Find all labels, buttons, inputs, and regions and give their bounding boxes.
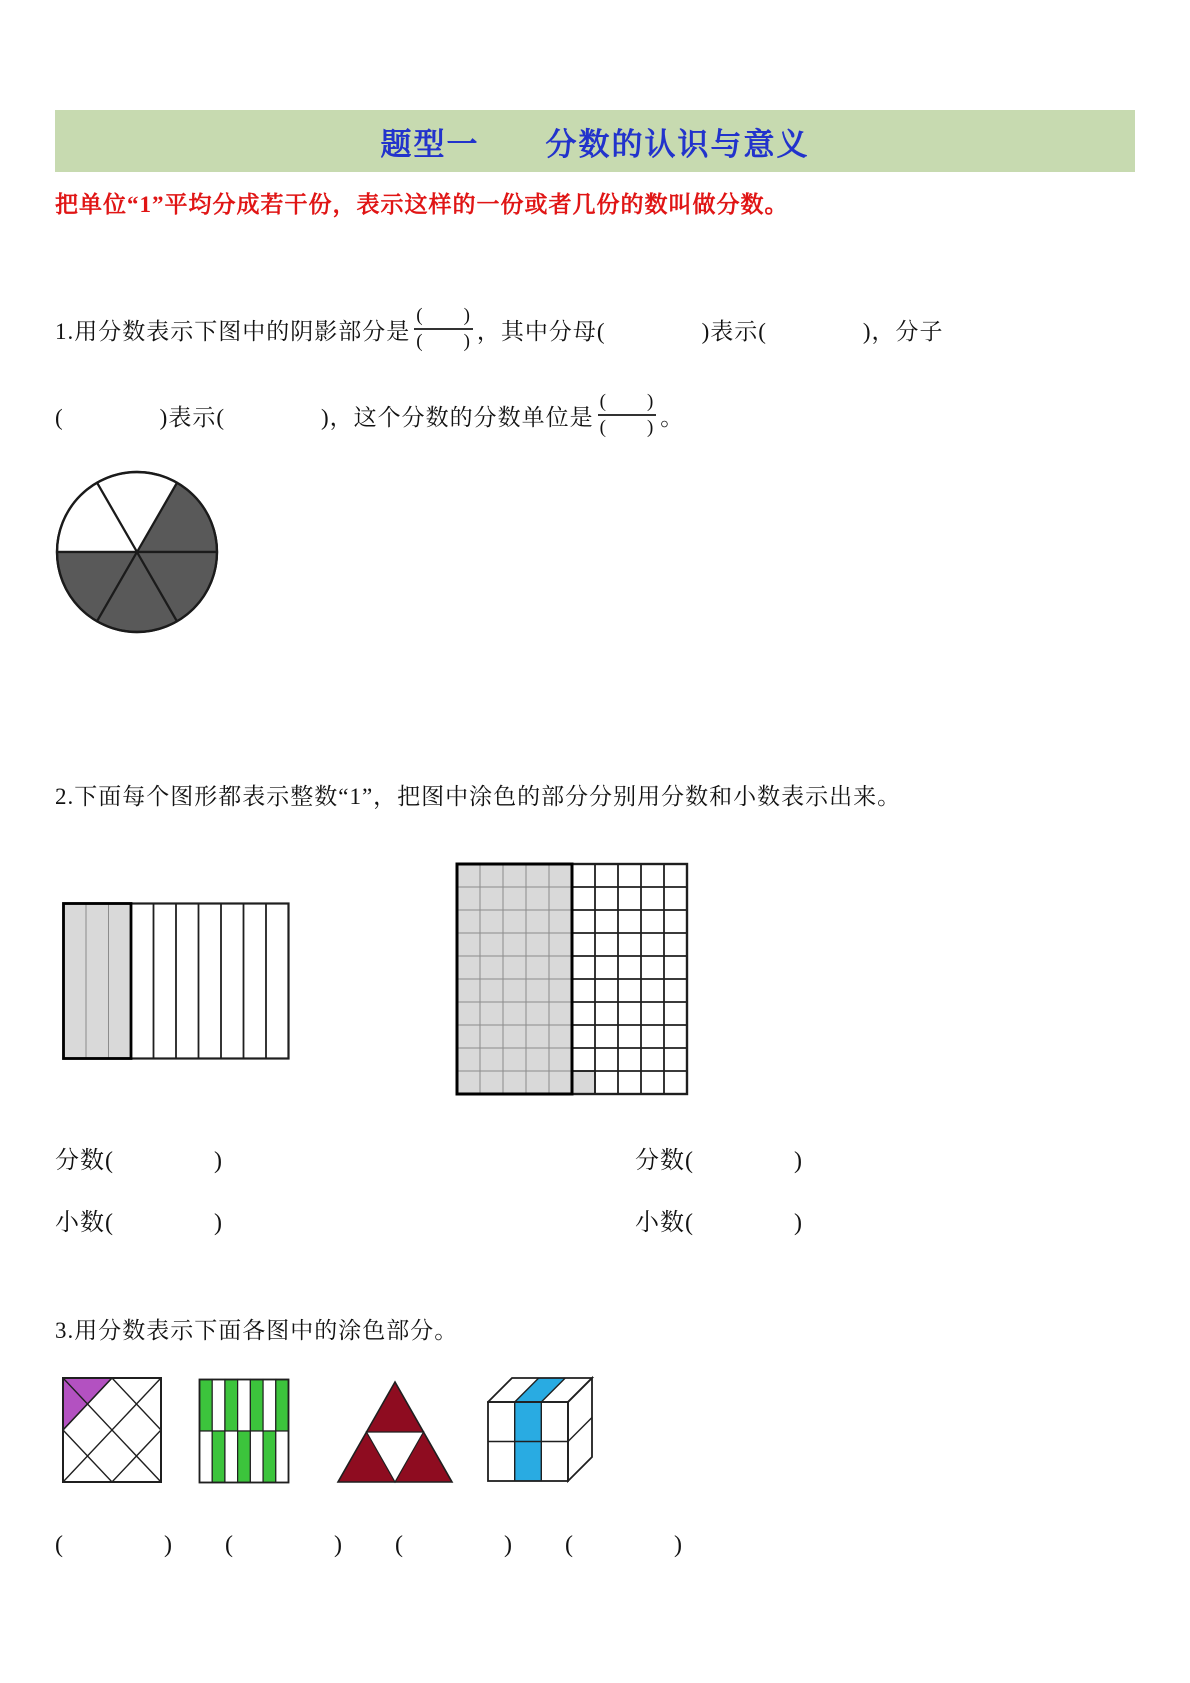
fraction-answer-label-right: 分数( ) <box>635 1148 803 1174</box>
pie-chart-figure <box>53 468 221 636</box>
white-cell <box>250 1431 263 1483</box>
answer-blank: ( ) <box>395 1532 513 1558</box>
white-cell <box>263 1380 276 1432</box>
green-cell <box>276 1380 289 1432</box>
question1-line2 <box>55 382 684 448</box>
white-cell <box>212 1380 225 1432</box>
blue-top-slab <box>515 1378 566 1402</box>
cuboid-figure <box>487 1374 599 1484</box>
grid-extra-shaded-cell <box>572 1071 595 1094</box>
green-cell <box>238 1431 251 1483</box>
question3-text: 3.用分数表示下面各图中的涂色部分。 <box>55 1318 459 1343</box>
fraction-answer-label-left: 分数( ) <box>55 1148 223 1174</box>
ten-strips-figure <box>62 902 290 1060</box>
decimal-answer-label-right: 小数( ) <box>635 1210 803 1236</box>
fraction-blank-numerator: ( ) <box>598 391 657 416</box>
answer-blanks-row <box>55 1524 1135 1564</box>
green-cell <box>250 1380 263 1432</box>
header-banner <box>55 110 1135 172</box>
q1-line2-pre: ( )表示( )，这个分数的分数单位是 <box>55 404 594 430</box>
white-cell <box>238 1380 251 1432</box>
q1-line1-pre: 1.用分数表示下图中的阴影部分是 <box>55 318 411 344</box>
white-cell <box>200 1431 213 1483</box>
answer-blank: ( ) <box>55 1532 173 1558</box>
white-cell <box>276 1431 289 1483</box>
answer-blank: ( ) <box>565 1532 683 1558</box>
fraction-blank-denominator: ( ) <box>416 331 471 352</box>
square-diamond-figure <box>62 1376 162 1484</box>
decimal-answer-label-left: 小数( ) <box>55 1210 223 1236</box>
page-title: 题型一 分数的认识与意义 <box>380 126 810 162</box>
fraction-blank <box>414 305 473 353</box>
answer-blank: ( ) <box>225 1532 343 1558</box>
white-cell <box>225 1431 238 1483</box>
hundred-grid-figure <box>455 862 689 1096</box>
q1-line2-post: 。 <box>660 404 685 430</box>
question1-line1 <box>55 296 944 362</box>
green-cell <box>200 1380 213 1432</box>
strips-shaded-area <box>64 904 132 1059</box>
fraction-blank <box>598 391 657 439</box>
green-cell <box>225 1380 238 1432</box>
q1-line1-post: ，其中分母( )表示( )，分子 <box>476 318 944 344</box>
fraction-blank-numerator: ( ) <box>414 305 473 330</box>
intro-definition-text: 把单位“1”平均分成若干份，表示这样的一份或者几份的数叫做分数。 <box>55 192 789 217</box>
question2-text: 2.下面每个图形都表示整数“1”，把图中涂色的部分分别用分数和小数表示出来。 <box>55 784 902 809</box>
green-checker-figure <box>198 1378 290 1484</box>
fraction-blank-denominator: ( ) <box>599 417 655 438</box>
green-cell <box>263 1431 276 1483</box>
triangle-figure <box>336 1378 456 1486</box>
side-divider <box>568 1418 592 1442</box>
green-cell <box>212 1431 225 1483</box>
